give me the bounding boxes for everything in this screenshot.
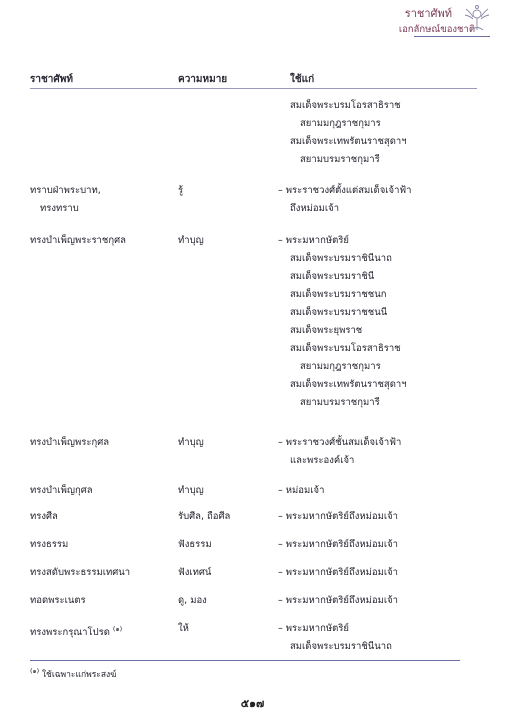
- usage-cell: [278, 434, 401, 470]
- footnote: [30, 666, 116, 681]
- word-cell: [30, 592, 86, 610]
- word-cell: [30, 508, 58, 526]
- usage-line: สมเด็จพระบรมราชินีนาถ: [290, 641, 392, 652]
- usage-line: – พระมหากษัตริย์: [278, 623, 349, 634]
- header-title: ราชาศัพท์: [404, 7, 452, 20]
- word-cell: [30, 482, 93, 500]
- meaning-cell: ฟังธรรม: [178, 539, 212, 550]
- continuation-line: สมเด็จพระเทพรัตนราชสุดาฯ: [290, 136, 407, 147]
- usage-line: – พระมหากษัตริย์ถึงหม่อมเจ้า: [278, 539, 398, 550]
- word-line: [30, 620, 122, 642]
- usage-line: – พระมหากษัตริย์ถึงหม่อมเจ้า: [278, 595, 398, 606]
- word-cell: [30, 232, 126, 250]
- word-cell: [30, 536, 68, 554]
- continuation-line: สยามมกุฎราชกุมาร: [300, 118, 381, 129]
- usage-line: สมเด็จพระบรมโอรสาธิราช: [290, 343, 401, 354]
- meaning-cell: ทำบุญ: [178, 485, 204, 496]
- usage-line: สมเด็จพระยุพราช: [290, 325, 363, 336]
- usage-line: สมเด็จพระบรมราชชนนี: [290, 307, 388, 318]
- usage-cell: [278, 620, 392, 656]
- word-cell: [30, 564, 130, 582]
- word-text: ทอดพระเนตร: [30, 595, 86, 606]
- usage-cell: [278, 592, 398, 610]
- continuation-usage: [290, 97, 407, 169]
- meaning-cell: รับศีล, ถือศีล: [178, 511, 231, 522]
- usage-line: สยามมกุฎราชกุมาร: [300, 361, 381, 372]
- word-text: ทรงพระกรุณาโปรด: [30, 627, 110, 639]
- word-text: ทรงศีล: [30, 511, 58, 522]
- continuation-line: สยามบรมราชกุมารี: [300, 154, 380, 165]
- footnote-ref: (๑): [112, 625, 123, 633]
- word-text: ทรงบำเพ็ญพระกุศล: [30, 437, 110, 448]
- usage-line: สมเด็จพระเทพรัตนราชสุดาฯ: [290, 379, 407, 390]
- usage-line: สมเด็จพระบรมราชินี: [290, 271, 375, 282]
- usage-cell: [278, 508, 398, 526]
- usage-line: สยามบรมราชกุมารี: [300, 397, 380, 408]
- word-text: ทราบฝ่าพระบาท,: [30, 185, 101, 196]
- garuda-emblem-icon: [463, 3, 491, 33]
- page-number: ๕๑๗: [240, 697, 265, 710]
- column-head-meaning: ความหมาย: [178, 74, 228, 85]
- word-cell: [30, 182, 101, 218]
- header-underline: [414, 36, 490, 37]
- footnote-rule: [30, 660, 460, 661]
- usage-line: – พระราชวงศ์ชั้นสมเด็จเจ้าฟ้า: [278, 437, 402, 448]
- word-text: ทรงสดับพระธรรมเทศนา: [30, 567, 131, 578]
- usage-line: – พระมหากษัตริย์ถึงหม่อมเจ้า: [278, 511, 398, 522]
- word-cell: [30, 620, 122, 642]
- continuation-line: สมเด็จพระบรมโอรสาธิราช: [290, 100, 401, 111]
- word-text: ทรงบำเพ็ญกุศล: [30, 485, 93, 496]
- word-text: ทรงบำเพ็ญพระราชกุศล: [30, 235, 126, 246]
- usage-cell: [278, 536, 398, 554]
- word-cell: [30, 434, 109, 452]
- usage-line: ถึงหม่อมเจ้า: [290, 203, 340, 214]
- meaning-cell: ฟังเทศน์: [178, 567, 212, 578]
- usage-cell: [278, 482, 324, 500]
- meaning-cell: รู้: [178, 185, 184, 196]
- heading-rule: [30, 88, 477, 89]
- usage-line: – พระมหากษัตริย์ถึงหม่อมเจ้า: [278, 567, 398, 578]
- usage-cell: [278, 182, 411, 218]
- usage-cell: [278, 564, 398, 582]
- word-text: ทรงธรรม: [30, 539, 69, 550]
- meaning-cell: ทำบุญ: [178, 437, 204, 448]
- usage-line: สมเด็จพระบรมราชชนก: [290, 289, 387, 300]
- column-head-usage: ใช้แก่: [290, 74, 315, 85]
- footnote-mark: (๑): [30, 667, 40, 675]
- header-subtitle: เอกลักษณ์ของชาติ: [398, 24, 475, 35]
- usage-line: – หม่อมเจ้า: [278, 485, 325, 496]
- word-text: ทรงทราบ: [40, 203, 79, 214]
- meaning-cell: ทำบุญ: [178, 235, 204, 246]
- footnote-text: ใช้เฉพาะแก่พระสงฆ์: [41, 669, 117, 680]
- usage-line: – พระมหากษัตริย์: [278, 235, 349, 246]
- meaning-cell: ดู, มอง: [178, 595, 207, 606]
- usage-cell: [278, 232, 407, 412]
- column-head-word: ราชาศัพท์: [30, 74, 73, 85]
- usage-line: และพระองค์เจ้า: [290, 455, 355, 466]
- meaning-cell: ให้: [178, 623, 189, 634]
- usage-line: – พระราชวงศ์ตั้งแต่สมเด็จเจ้าฟ้า: [278, 185, 412, 196]
- usage-line: สมเด็จพระบรมราชินีนาถ: [290, 253, 392, 264]
